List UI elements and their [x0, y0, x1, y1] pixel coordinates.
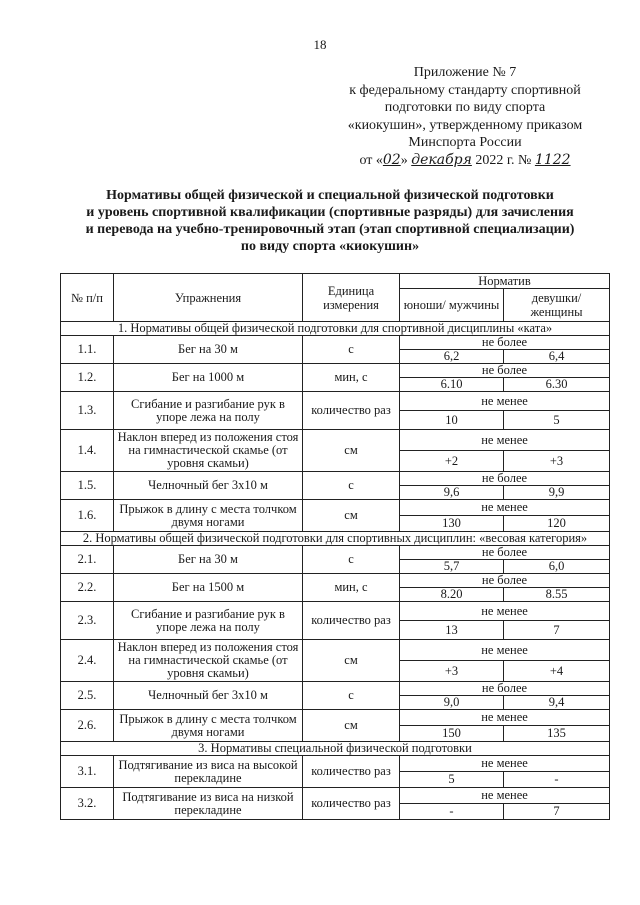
value-girls: 9,4 — [504, 696, 610, 710]
row-unit: с — [303, 472, 400, 500]
row-number: 1.1. — [61, 336, 114, 364]
row-exercise: Сгибание и разгибание рук в упоре лежа на полу — [114, 392, 303, 430]
row-number: 2.6. — [61, 710, 114, 742]
value-boys: +3 — [400, 661, 504, 682]
value-boys: +2 — [400, 451, 504, 472]
section-title: 2. Нормативы общей физической подготовки для спортивных дисциплин: «весовая категория» — [61, 532, 610, 546]
row-norm-type: не более — [400, 336, 610, 350]
row-norm-type: не менее — [400, 392, 610, 411]
row-exercise: Челночный бег 3х10 м — [114, 682, 303, 710]
handwritten-day: 02 — [382, 151, 401, 168]
header-exercise: Упражнения — [114, 274, 303, 322]
row-norm-type: не более — [400, 472, 610, 486]
row-exercise: Сгибание и разгибание рук в упоре лежа на полу — [114, 602, 303, 640]
value-girls: 8.55 — [504, 588, 610, 602]
title-line: и перевода на учебно-тренировочный этап (этап спортивной специализации) — [85, 222, 575, 237]
appendix-line: подготовки по виду спорта — [384, 100, 546, 115]
row-norm-type: не менее — [400, 640, 610, 661]
table-row — [61, 500, 610, 516]
row-unit: см — [303, 430, 400, 472]
row-number: 3.2. — [61, 788, 114, 820]
row-exercise: Бег на 30 м — [114, 336, 303, 364]
row-exercise: Прыжок в длину с места толчком двумя ногами — [114, 710, 303, 742]
row-number: 2.4. — [61, 640, 114, 682]
row-exercise: Подтягивание из виса на низкой перекладине — [114, 788, 303, 820]
row-norm-type: не менее — [400, 788, 610, 804]
row-unit: количество раз — [303, 392, 400, 430]
value-girls: 6,0 — [504, 560, 610, 574]
row-unit: с — [303, 336, 400, 364]
table-row — [61, 336, 610, 350]
value-boys: 8.20 — [400, 588, 504, 602]
table-row — [61, 682, 610, 696]
row-number: 2.1. — [61, 546, 114, 574]
row-number: 2.5. — [61, 682, 114, 710]
page-number: 18 — [313, 37, 327, 52]
row-exercise: Бег на 30 м — [114, 546, 303, 574]
value-boys: 130 — [400, 516, 504, 532]
value-boys: 6.10 — [400, 378, 504, 392]
appendix-date-line — [320, 152, 610, 170]
value-boys: 150 — [400, 726, 504, 742]
section-row — [61, 532, 610, 546]
value-girls: 5 — [504, 411, 610, 430]
row-unit: см — [303, 710, 400, 742]
value-girls: +4 — [504, 661, 610, 682]
table-row — [61, 392, 610, 411]
value-boys: 10 — [400, 411, 504, 430]
row-number: 3.1. — [61, 756, 114, 788]
row-unit: мин, с — [303, 364, 400, 392]
header-girls: девушки/ женщины — [504, 289, 610, 322]
date-prefix: от « — [359, 152, 383, 168]
value-boys: 5 — [400, 772, 504, 788]
value-girls: 7 — [504, 804, 610, 820]
table-row — [61, 788, 610, 804]
row-norm-type: не более — [400, 364, 610, 378]
document-title — [50, 187, 610, 255]
section-title: 3. Нормативы специальной физической подготовки — [61, 742, 610, 756]
value-boys: 9,6 — [400, 486, 504, 500]
title-line: и уровень спортивной квалификации (спортивные разряды) для зачисления — [86, 205, 574, 220]
table-row — [61, 546, 610, 560]
value-girls: - — [504, 772, 610, 788]
table-row — [61, 430, 610, 451]
section-row — [61, 742, 610, 756]
row-exercise: Бег на 1500 м — [114, 574, 303, 602]
value-boys: 13 — [400, 621, 504, 640]
value-girls: +3 — [504, 451, 610, 472]
title-line: по виду спорта «киокушин» — [240, 239, 420, 254]
table-row — [61, 756, 610, 772]
row-exercise: Наклон вперед из положения стоя на гимнастической скамье (от уровня скамьи) — [114, 430, 303, 472]
value-girls: 6.30 — [504, 378, 610, 392]
row-exercise: Наклон вперед из положения стоя на гимнастической скамье (от уровня скамьи) — [114, 640, 303, 682]
row-exercise: Прыжок в длину с места толчком двумя ногами — [114, 500, 303, 532]
table-body — [61, 322, 610, 820]
row-number: 1.6. — [61, 500, 114, 532]
row-unit: мин, с — [303, 574, 400, 602]
row-number: 1.2. — [61, 364, 114, 392]
row-unit: см — [303, 640, 400, 682]
table-row — [61, 640, 610, 661]
date-mid: » — [400, 152, 412, 168]
row-number: 1.4. — [61, 430, 114, 472]
value-girls: 120 — [504, 516, 610, 532]
appendix-line: «киокушин», утвержденному приказом — [347, 117, 583, 133]
header-boys: юноши/ мужчины — [400, 289, 504, 322]
row-norm-type: не более — [400, 574, 610, 588]
row-norm-type: не менее — [400, 430, 610, 451]
table-row — [61, 602, 610, 621]
table-row — [61, 472, 610, 486]
row-exercise: Челночный бег 3х10 м — [114, 472, 303, 500]
row-norm-type: не менее — [400, 602, 610, 621]
row-number: 2.2. — [61, 574, 114, 602]
header-norm: Норматив — [400, 274, 610, 289]
row-unit: см — [303, 500, 400, 532]
row-unit: количество раз — [303, 602, 400, 640]
value-boys: 6,2 — [400, 350, 504, 364]
appendix-line: Приложение № 7 — [413, 65, 517, 80]
value-girls: 7 — [504, 621, 610, 640]
row-unit: с — [303, 682, 400, 710]
section-row — [61, 322, 610, 336]
row-norm-type: не менее — [400, 500, 610, 516]
title-line: Нормативы общей физической и специальной физической подготовки — [106, 188, 554, 203]
row-number: 2.3. — [61, 602, 114, 640]
row-norm-type: не более — [400, 546, 610, 560]
appendix-line: Минспорта России — [408, 135, 522, 150]
row-exercise: Подтягивание из виса на высокой перекладине — [114, 756, 303, 788]
header-num: № п/п — [61, 274, 114, 322]
header-unit: Единица измерения — [303, 274, 400, 322]
row-norm-type: не менее — [400, 756, 610, 772]
table-row — [61, 574, 610, 588]
handwritten-month: декабря — [411, 151, 472, 168]
section-title: 1. Нормативы общей физической подготовки для спортивной дисциплины «ката» — [61, 322, 610, 336]
value-boys: 9,0 — [400, 696, 504, 710]
appendix-line: к федеральному стандарту спортивной — [349, 82, 581, 98]
value-girls: 9,9 — [504, 486, 610, 500]
table-row — [61, 364, 610, 378]
value-girls: 135 — [504, 726, 610, 742]
value-girls: 6,4 — [504, 350, 610, 364]
row-number: 1.5. — [61, 472, 114, 500]
handwritten-order-number: 1122 — [534, 151, 571, 168]
row-norm-type: не менее — [400, 710, 610, 726]
row-number: 1.3. — [61, 392, 114, 430]
value-boys: - — [400, 804, 504, 820]
value-boys: 5,7 — [400, 560, 504, 574]
appendix-block — [320, 64, 610, 169]
row-unit: с — [303, 546, 400, 574]
date-year: 2022 г. № — [471, 152, 535, 168]
norms-table — [60, 273, 610, 820]
row-exercise: Бег на 1000 м — [114, 364, 303, 392]
row-unit: количество раз — [303, 756, 400, 788]
table-row — [61, 710, 610, 726]
row-norm-type: не более — [400, 682, 610, 696]
row-unit: количество раз — [303, 788, 400, 820]
